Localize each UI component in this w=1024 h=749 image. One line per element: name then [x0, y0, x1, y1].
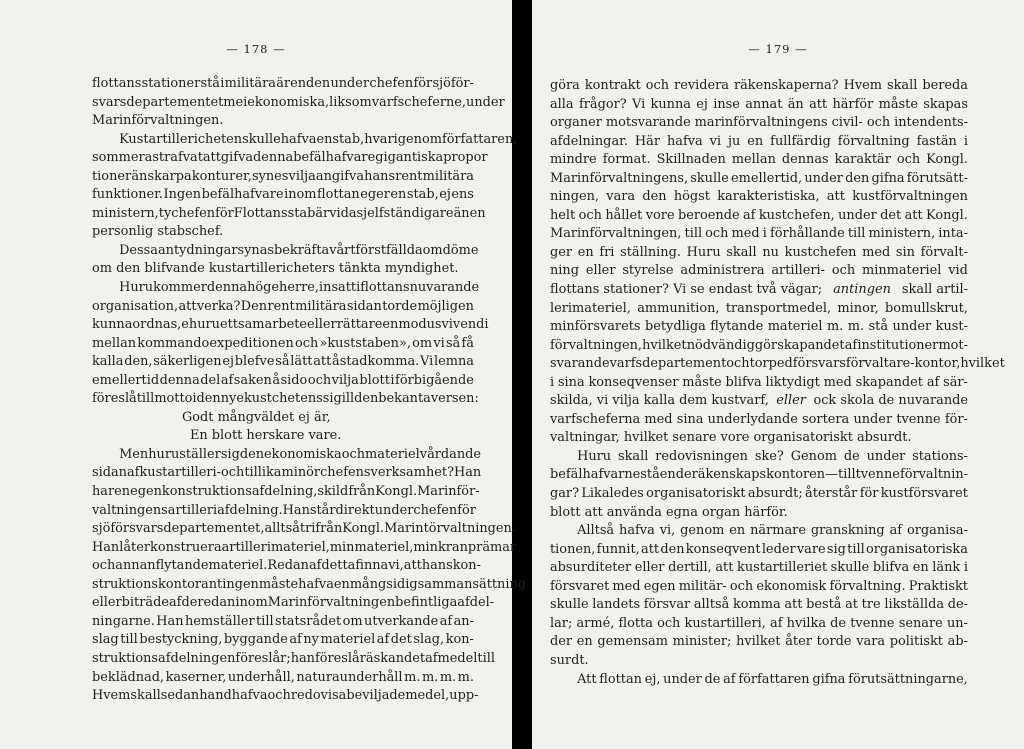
- text-line: surdt.: [550, 652, 589, 668]
- text-line: föreslå till motto i den nye kustchetens sigill den bekanta versen:: [92, 391, 479, 407]
- page-number-left: — 178 —: [226, 42, 286, 56]
- text-line: emellertid denna del af saken å sido och vilja blott i förbigående: [92, 372, 474, 388]
- text-line: absurditeter eller dertill, att kustartilleriet skulle blifva en länk i: [550, 560, 968, 576]
- text-line: i sina konseqvenser måste blifva liktydigt med skapandet af sär-: [550, 374, 968, 390]
- text-line: Men huru ställer sig den ekonomiska och materielvårdande: [119, 446, 482, 462]
- text-line: struktionsafdelningen föreslår; han föreslår äskandet af medel till: [92, 650, 495, 666]
- text-line: tioner än skarpa konturer, synes vilja angifva hans rent militära: [92, 168, 474, 184]
- right-page-text: [550, 77, 1005, 689]
- text-line: funktioner. Ingen befälhafvare inom flottan eger en stab, ej ens: [92, 187, 474, 203]
- text-line: som mera strafvat att gifva denna befälhafvare gigantiska propor: [92, 150, 488, 166]
- emphasis-text: antingen: [833, 282, 891, 298]
- text-line: och annan flytande materiel. Redan af detta finna vi, att hans kon-: [92, 558, 481, 574]
- text-line: der en gemensam minister; hvilket åter torde vara politiskt ab-: [550, 634, 968, 650]
- text-line: beklädnad, kaserner, underhåll, naturaunderhåll m. m. m. m.: [92, 669, 474, 685]
- text-line: helt och hållet vore beroende af kustchefen, under det att Kongl.: [550, 207, 968, 223]
- text-line: Att flottan ej, under de af författaren gifna förutsättningarne,: [577, 671, 968, 687]
- text-line: lar; armé, flotta och kustartilleri, af hvilka de tvenne senare un-: [550, 615, 968, 631]
- text-line: mindre format. Skillnaden mellan dennas karaktär och Kongl.: [550, 152, 968, 168]
- text-line: ning eller styrelse administrera artilleri- och minmateriel vid: [550, 263, 968, 279]
- text-line: ministern, ty chefen för Flottans stab är vida sjelfständigare än en: [92, 205, 486, 221]
- text-line: försvaret med egen militär- och ekonomisk förvaltning. Praktiskt: [550, 578, 968, 594]
- text-line: svarsdepartementet me i ekonomiska, liksom varfscheferne, under: [92, 94, 505, 110]
- text-line: Han låter konstruera artillerimateriel, minmateriel, minkranprämar: [92, 539, 517, 555]
- text-line: sidan af kustartilleri- och tillika minörchefens verksamhet? Han: [92, 465, 482, 481]
- text-line: organisation, att verka? Den rent militära sidan torde möjligen: [92, 298, 474, 314]
- text-line: struktionskontor antingen måste hafva en mångsidig sammansättning: [92, 576, 527, 592]
- text-line: Marinförvaltningen.: [92, 113, 224, 129]
- left-page-text: [92, 75, 527, 706]
- text-line: kunna ordnas, ehuru ett samarbete eller rättare en modus vivendi: [92, 317, 489, 333]
- text-line: Marinförvaltningens, skulle emellertid, under den gifna förutsätt-: [550, 170, 968, 186]
- text-line: Alltså hafva vi, genom en närmare granskning af organisa-: [577, 523, 968, 539]
- text-line: Huru kommer denna höge herre, insatt i flottans nuvarande: [119, 280, 480, 296]
- text-line: befälhafvarne stående räkenskapskontoren — till tvenne förvaltnin-: [550, 467, 968, 483]
- text-line: ningen, vara den högst karakteristiska, att kustförvaltningen: [550, 189, 968, 205]
- text-line: Marinförvaltningen, till och med i förhållande till ministern, inta-: [550, 226, 968, 242]
- emphasis-text: eller: [776, 393, 806, 409]
- text-line: skulle landets försvar alltså komma att bestå at tre likställda de-: [550, 597, 968, 613]
- right-page: [532, 0, 1024, 749]
- text-line: flottans stationer? Vi se endast två vägar; antingen skall artil-: [550, 281, 968, 300]
- text-line: alla frågor? Vi kunna ej inse annat än att härför måste skapas: [550, 96, 968, 112]
- text-line: göra kontrakt och revidera räkenskaperna? Hvem skall bereda: [550, 78, 968, 93]
- text-line: eller biträde af de redan inom Marinförvaltningen befintliga afdel-: [92, 595, 495, 611]
- text-line: flottans stationer stå i militära ärenden under chefen för sjöför-: [92, 76, 474, 91]
- verse-line: Godt mångväldet ej är,: [182, 409, 331, 425]
- text-line: Kustartillericheten skulle hafva en stab, hvarigenom författaren,: [119, 131, 518, 147]
- text-line: skilda, vi vilja kalla dem kustvarf, eller ock skola de nuvarande: [550, 392, 968, 411]
- text-line: valtningar, hvilket senare vore organisatoriskt absurdt.: [550, 430, 912, 446]
- text-line: ningarne. Han hemställer till statsrådet om utverkande af an-: [92, 613, 474, 629]
- text-line: gar? Likaledes organisatoriskt absurdt; återstår för kustförsvaret: [550, 486, 968, 502]
- text-line: blott att använda egna organ härför.: [550, 504, 788, 520]
- text-line: mellan kommandoexpeditionen och »kuststaben», om vi så få: [92, 335, 474, 351]
- text-line: valtningens artilleriafdelning. Han står direkt under chefen för: [92, 502, 476, 518]
- text-line: svarande varfsdepartement och torpedförsvarsförvaltare-kontor, hvilket: [550, 356, 1005, 372]
- text-line: Huru skall redovisningen ske? Genom de under stations-: [577, 448, 968, 464]
- text-line: ger en fri ställning. Huru skall nu kustchefen med sin förvalt-: [550, 244, 968, 260]
- text-line: afdelningar. Här hafva vi ju en fullfärdig förvaltning fastän i: [550, 133, 968, 149]
- text-line: minförsvarets betydliga flytande materiel m. m. stå under kust-: [550, 319, 968, 335]
- text-line: organer motsvarande marinförvaltningens civil- och intendents-: [550, 115, 968, 131]
- page-number-right: — 179 —: [748, 42, 808, 56]
- text-line: sjöförsvarsdepartementet, alltså tri från Kongl. Marintörvaltningen.: [92, 521, 516, 537]
- text-line: personlig stabschef.: [92, 224, 224, 240]
- text-line: har en egen konstruktionsafdelning, skild från Kongl. Marinför-: [92, 484, 480, 500]
- text-line: Dessa antydningar synas bekräfta vårt först fällda omdöme: [119, 242, 479, 258]
- text-line: slag till bestyckning, byggande af ny materiel af det slag, kon-: [92, 632, 474, 648]
- text-line: förvaltningen, hvilket nödvändiggör skapandet af institutioner mot-: [550, 337, 968, 353]
- text-line: om den blifvande kustartillericheters tänkta myndighet.: [92, 261, 459, 277]
- verse-line: En blott herskare vare.: [190, 428, 342, 444]
- text-line: kalla den, säkerligen ej blefve så lätt att åstadkomma. Vi lemna: [92, 354, 474, 370]
- text-line: Hvem skall sedan handhafva och redovisa beviljade medel, upp-: [92, 688, 479, 704]
- text-line: varfscheferna med sina underlydande sortera under tvenne för-: [550, 411, 968, 427]
- text-line: tionen, funnit, att den konseqvent leder vare sig till organisatoriska: [550, 541, 968, 557]
- text-line: lerimateriel, ammunition, transportmedel, minor, bomullskrut,: [550, 300, 968, 316]
